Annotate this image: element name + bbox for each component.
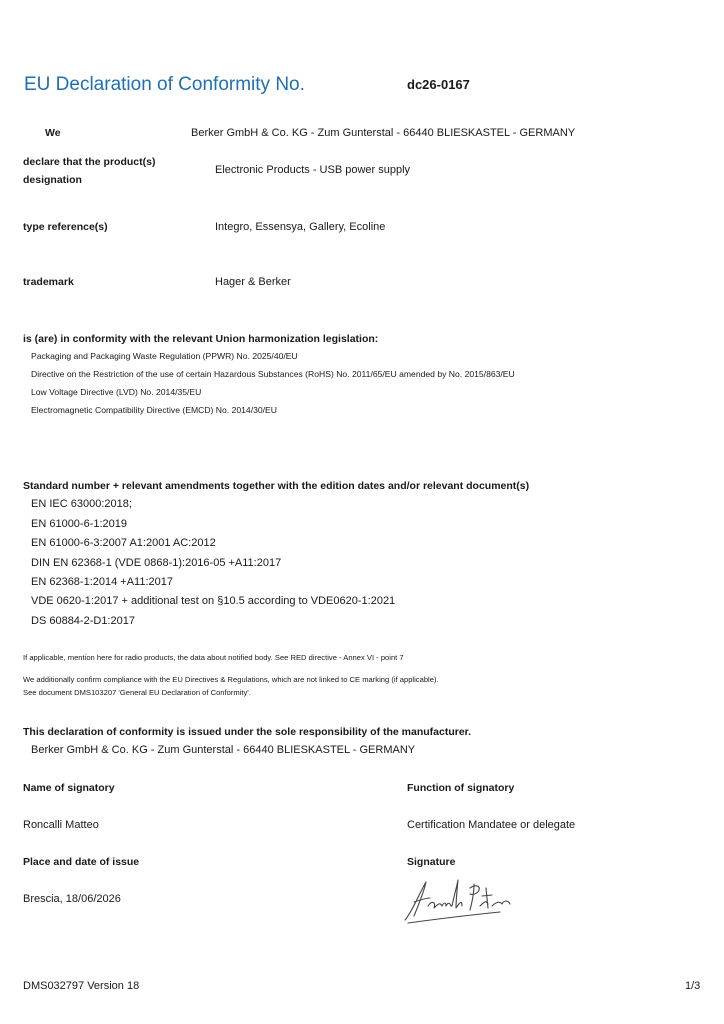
standard-item: DIN EN 62368-1 (VDE 0868-1):2016-05 +A11:2017 — [31, 557, 282, 569]
product-label-line2: designation — [23, 174, 82, 186]
legislation-item: Packaging and Packaging Waste Regulation (PPWR) No. 2025/40/EU — [31, 351, 298, 361]
legislation-item: Low Voltage Directive (LVD) No. 2014/35/EU — [31, 387, 202, 397]
general-declaration-note: See document DMS103207 'General EU Declaration of Conformity'. — [23, 688, 251, 697]
product-label-line1: declare that the product(s) — [23, 156, 156, 168]
legislation-heading: is (are) in conformity with the relevant Union harmonization legislation: — [23, 333, 379, 345]
signatory-name: Roncalli Matteo — [23, 819, 99, 831]
page-number: 1/3 — [685, 980, 701, 992]
standard-item: EN 61000-6-3:2007 A1:2001 AC:2012 — [31, 537, 216, 549]
standard-item: VDE 0620-1:2017 + additional test on §10.5 according to VDE0620-1:2021 — [31, 595, 396, 607]
declarant-label: We — [45, 127, 61, 139]
signatory-function: Certification Mandatee or delegate — [407, 819, 576, 831]
standard-item: DS 60884-2-D1:2017 — [31, 615, 135, 627]
place-date-value: Brescia, 18/06/2026 — [23, 893, 121, 905]
signature-label: Signature — [407, 856, 456, 868]
trademark-label: trademark — [23, 276, 74, 288]
place-date-label: Place and date of issue — [23, 856, 140, 868]
additional-compliance-note: We additionally confirm compliance with the EU Directives & Regulations, which are not linked to CE marking (if applicable). — [23, 675, 439, 684]
declaration-number: dc26-0167 — [407, 77, 470, 92]
legislation-item: Directive on the Restriction of the use of certain Hazardous Substances (RoHS) No. 2011/65/EU amended by No. 2015/863/EU — [31, 369, 515, 379]
declarant-value: Berker GmbH & Co. KG - Zum Gunterstal - 66440 BLIESKASTEL - GERMANY — [191, 127, 576, 139]
type-reference-label: type reference(s) — [23, 221, 108, 233]
radio-products-note: If applicable, mention here for radio products, the data about notified body. See RED directive - Annex VI - point 7 — [23, 653, 404, 662]
responsibility-heading: This declaration of conformity is issued under the sole responsibility of the manufacturer. — [23, 726, 472, 738]
document-version: DMS032797 Version 18 — [23, 980, 140, 992]
signatory-name-label: Name of signatory — [23, 782, 115, 794]
trademark-value: Hager & Berker — [215, 276, 291, 288]
standards-heading: Standard number + relevant amendments together with the edition dates and/or relevant document(s) — [23, 480, 530, 492]
product-value: Electronic Products - USB power supply — [215, 164, 411, 176]
legislation-item: Electromagnetic Compatibility Directive (EMCD) No. 2014/30/EU — [31, 405, 277, 415]
manufacturer-address: Berker GmbH & Co. KG - Zum Gunterstal - 66440 BLIESKASTEL - GERMANY — [31, 744, 416, 756]
document-title: EU Declaration of Conformity No. — [24, 74, 305, 95]
handwritten-signature — [400, 876, 520, 926]
standard-item: EN 62368-1:2014 +A11:2017 — [31, 576, 173, 588]
standard-item: EN IEC 63000:2018; — [31, 498, 132, 510]
type-reference-value: Integro, Essensya, Gallery, Ecoline — [215, 221, 386, 233]
standard-item: EN 61000-6-1:2019 — [31, 518, 128, 530]
signatory-function-label: Function of signatory — [407, 782, 515, 794]
